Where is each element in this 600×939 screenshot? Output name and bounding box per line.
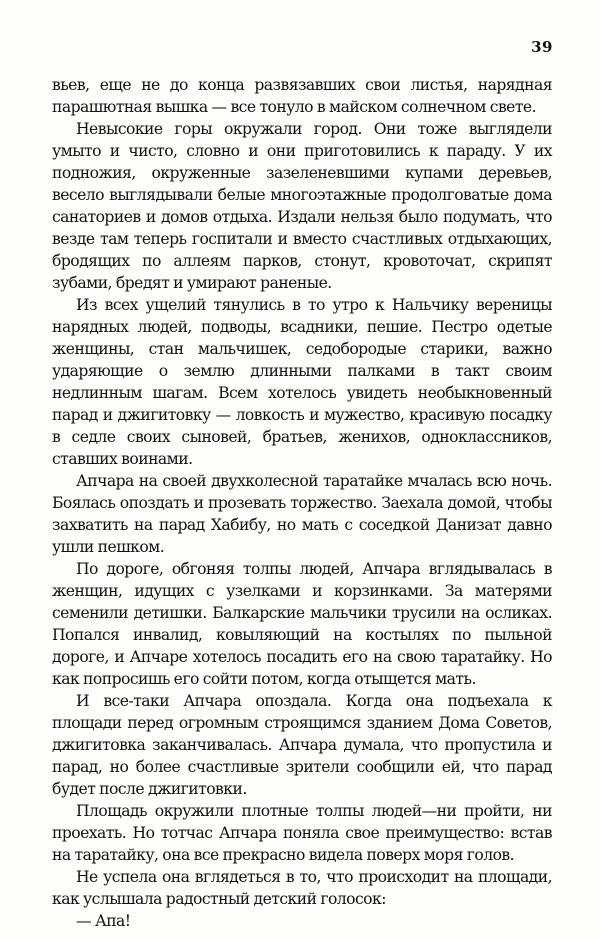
paragraph-gorges: Из всех ущелий тянулись в то утро к Нальчику вереницы нарядных людей, подводы, всадники, пешие. Пестро одетые женщины, стан мальчишек, седобородые старики, важно ударяющие о землю длинными палками в такт своим недлинным шагам. Всем хотелось увидеть необыкновенный парад и джигитовку — ловкость и мужество, красивую посадку в седле своих сыновей, братьев, женихов, одноклассников, ставших воинами. (52, 296, 552, 468)
paragraph-voice: Не успела она вглядеться в то, что происходит на площади, как услышала радостный детский голосок: (52, 868, 552, 908)
paragraph-late: И все-таки Апчара опоздала. Когда она подъехала к площади перед огромным строящимся зданием Дома Советов, джигитовка заканчивалась. Апчара думала, что пропустила и парад, но более счастливые зрители сообщили ей, что парад будет после джигитовки. (52, 692, 552, 798)
paragraph-square: Площадь окружили плотные толпы людей—ни пройти, ни проехать. Но тотчас Апчара поняла свое преимущество: встав на таратайку, она все прекрасно видела поверх моря голов. (52, 802, 552, 864)
body-text (52, 74, 552, 932)
paragraph-continuation: вьев, еще не до конца развязавших свои листья, нарядная парашютная вышка — все тонуло в майском солнечном свете. (52, 76, 552, 116)
paragraph-apchara-night: Апчара на своей двухколесной таратайке мчалась всю ночь. Боялась опоздать и прозевать торжество. Заехала домой, чтобы захватить на парад Хабибу, но мать с соседкой Данизат давно ушли пешком. (52, 472, 552, 556)
paragraph-road: По дороге, обгоняя толпы людей, Апчара вглядывалась в женщин, идущих с узелками и корзинками. За матерями семенили детишки. Балкарские мальчики трусили на осликах. Попался инвалид, ковыляющий на костылях по пыльной дороге, и Апчаре хотелось посадить его на свою таратайку. Но как попросишь его сойти потом, когда отыщется мать. (52, 560, 552, 688)
paragraph-dialogue: — Апа! (76, 912, 131, 930)
page-number: 39 (531, 38, 553, 56)
paragraph-mountains: Невысокие горы окружали город. Они тоже выглядели умыто и чисто, словно и они приготовились к параду. У их подножия, окруженные зазеленевшими купами деревьев, весело выглядывали белые многоэтажные продолговатые дома санаториев и домов отдыха. Издали нельзя было подумать, что везде там теперь госпитали и вместо счастливых отдыхающих, бродящих по аллеям парков, стонут, кровоточат, скрипят зубами, бредят и умирают раненые. (52, 120, 552, 292)
